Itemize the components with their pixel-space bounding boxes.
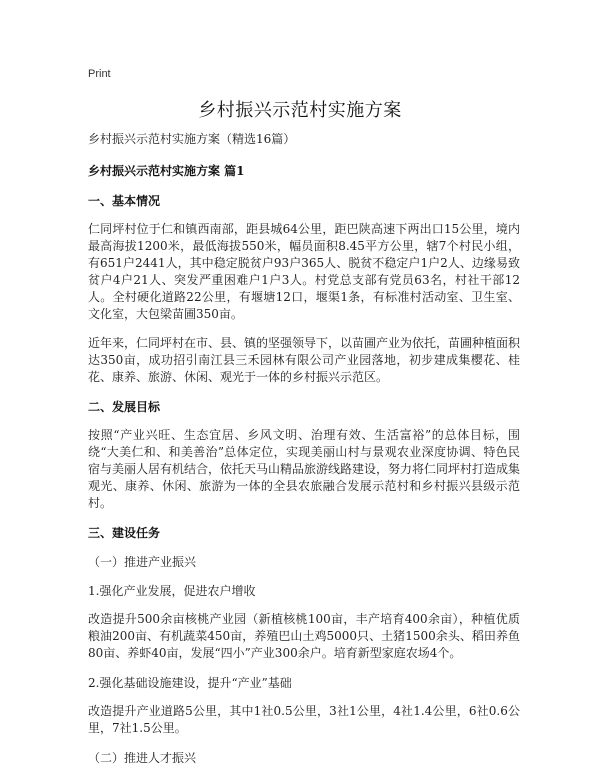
document-subtitle: 乡村振兴示范村实施方案（精选16篇） [88, 132, 296, 146]
subheading-industry: （一）推进产业振兴 [88, 555, 197, 569]
subheading-talent: （二）推进人才振兴 [88, 751, 197, 765]
paragraph-basic-info-1: 仁同坪村位于仁和镇西南部，距县城64公里，距巴陕高速下两出口15公里，境内最高海拔1200米，最低海拔550米，幅员面积8.45平方公里，辖7个村民小组，有651户2441人，其中稳定脱贫户93户365人、脱贫不稳定户1户2人、边缘易致贫户4户21人、突发严重困难户1户3人。村党总支部有党员63名，村社干部12人。全村硬化道路22公里，有堰塘12口，堰渠1条，有标准村活动室、卫生室、文化室，大包梁苗圃350亩。 [88, 222, 520, 321]
paragraph-infrastructure: 改造提升产业道路5公里，其中1社0.5公里，3社1公里，4社1.4公里，6社0.6公里，7社1.5公里。 [88, 704, 520, 735]
item-title-industry-development: 1.强化产业发展，促进农户增收 [88, 584, 256, 598]
document-title: 乡村振兴示范村实施方案 [198, 100, 402, 121]
section-heading-basic-info: 一、基本情况 [88, 194, 161, 208]
paragraph-industry-development: 改造提升500余亩核桃产业园（新植核桃100亩，丰产培育400余亩），种植优质粮油200亩、有机蔬菜450亩，养殖巴山土鸡5000只、土猪1500余头、稻田养鱼80亩、养虾40亩，发展“四小”产业300余户。培育新型家庭农场4个。 [88, 612, 520, 660]
item-title-infrastructure: 2.强化基础设施建设，提升“产业”基础 [88, 676, 292, 690]
article-heading: 乡村振兴示范村实施方案 篇1 [88, 164, 245, 178]
section-heading-goals: 二、发展目标 [88, 400, 161, 414]
paragraph-basic-info-2: 近年来，仁同坪村在市、县、镇的坚强领导下，以苗圃产业为依托，苗圃种植面积达350亩，成功招引南江县三禾园林有限公司产业园落地，初步建成集樱花、桂花、康养、旅游、休闲、观光于一体的乡村振兴示范区。 [88, 336, 521, 384]
document-body [88, 130, 520, 778]
paragraph-goals: 按照“产业兴旺、生态宜居、乡风文明、治理有效、生活富裕”的总体目标，围绕“大美仁和、和美善治”总体定位，实现美丽山村与景观农业深度协调、特色民宿与美丽人居有机结合，依托天马山精品旅游线路建设，努力将仁同坪村打造成集观光、康养、休闲、旅游为一体的全县农旅融合发展示范村和乡村振兴县级示范村。 [88, 428, 521, 510]
print-link[interactable]: Print [88, 68, 111, 80]
section-heading-tasks: 三、建设任务 [88, 526, 161, 540]
